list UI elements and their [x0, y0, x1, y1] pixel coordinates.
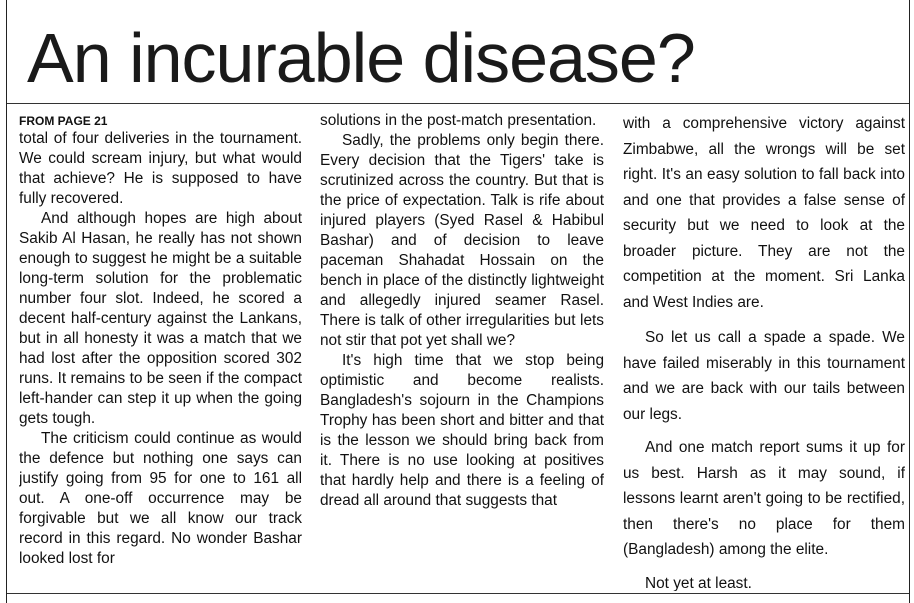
- body-paragraph: solutions in the post-match presentation.: [320, 112, 597, 129]
- article-column-3: [623, 111, 905, 591]
- body-paragraph: total of four deliveries in the tournament. We could scream injury, but what would that achieve? He is supposed to have fully recovered.: [19, 130, 302, 207]
- body-paragraph: It's high time that we stop being optimistic and become realists. Bangladesh's sojourn in the Champions Trophy has been short and bitter and that is the lesson we should bring back from it. There is no use looking at positives that hardly help and there is a feeling of dread all around that suggests that: [320, 352, 604, 509]
- body-paragraph: The criticism could continue as would the defence but nothing one says can justify going from 95 for one to 161 all out. A one-off occurrence may be forgivable but we all know our track record in this regard. No wonder Bashar looked lost for: [19, 430, 302, 567]
- body-paragraph: And one match report sums it up for us best. Harsh as it may sound, if lessons learnt aren't going to be rectified, then there's no place for them (Bangladesh) among the elite.: [623, 439, 905, 558]
- headline-rule: [7, 103, 909, 104]
- body-paragraph: So let us call a spade a spade. We have failed miserably in this tournament and we are back with our tails between our legs.: [623, 329, 905, 423]
- continuation-kicker: FROM PAGE 21: [19, 114, 108, 128]
- newspaper-page: [6, 0, 910, 603]
- body-paragraph: Not yet at least.: [645, 574, 752, 591]
- footer-rule: [7, 593, 909, 594]
- body-paragraph: And although hopes are high about Sakib Al Hasan, he really has not shown enough to suggest he might be a suitable long-term solution for the problematic number four slot. Indeed, he scored a decent half-century against the Lankans, but in all honesty it was a match that we had lost after the opposition scored 302 runs. It remains to be seen if the compact left-hander can step it up when the going gets tough.: [19, 210, 302, 427]
- article-column-1: [19, 111, 302, 591]
- body-paragraph: Sadly, the problems only begin there. Every decision that the Tigers' take is scrutinized across the country. But that is the price of expectation. Talk is rife about injured players (Syed Rasel & Habibul Bashar) and of decision to leave paceman Shahadat Hossain on the bench in place of the distinctly lightweight and allegedly injured seamer Rasel. There is talk of other irregularities but lets not stir that pot yet shall we?: [320, 132, 604, 349]
- body-paragraph: with a comprehensive victory against Zimbabwe, all the wrongs will be set right. It's an easy solution to fall back into and one that provides a false sense of security but we need to look at the broader picture. They are not the competition at the moment. Sri Lanka and West Indies are.: [623, 115, 905, 311]
- article-column-2: [320, 111, 604, 591]
- headline: An incurable disease?: [27, 19, 695, 97]
